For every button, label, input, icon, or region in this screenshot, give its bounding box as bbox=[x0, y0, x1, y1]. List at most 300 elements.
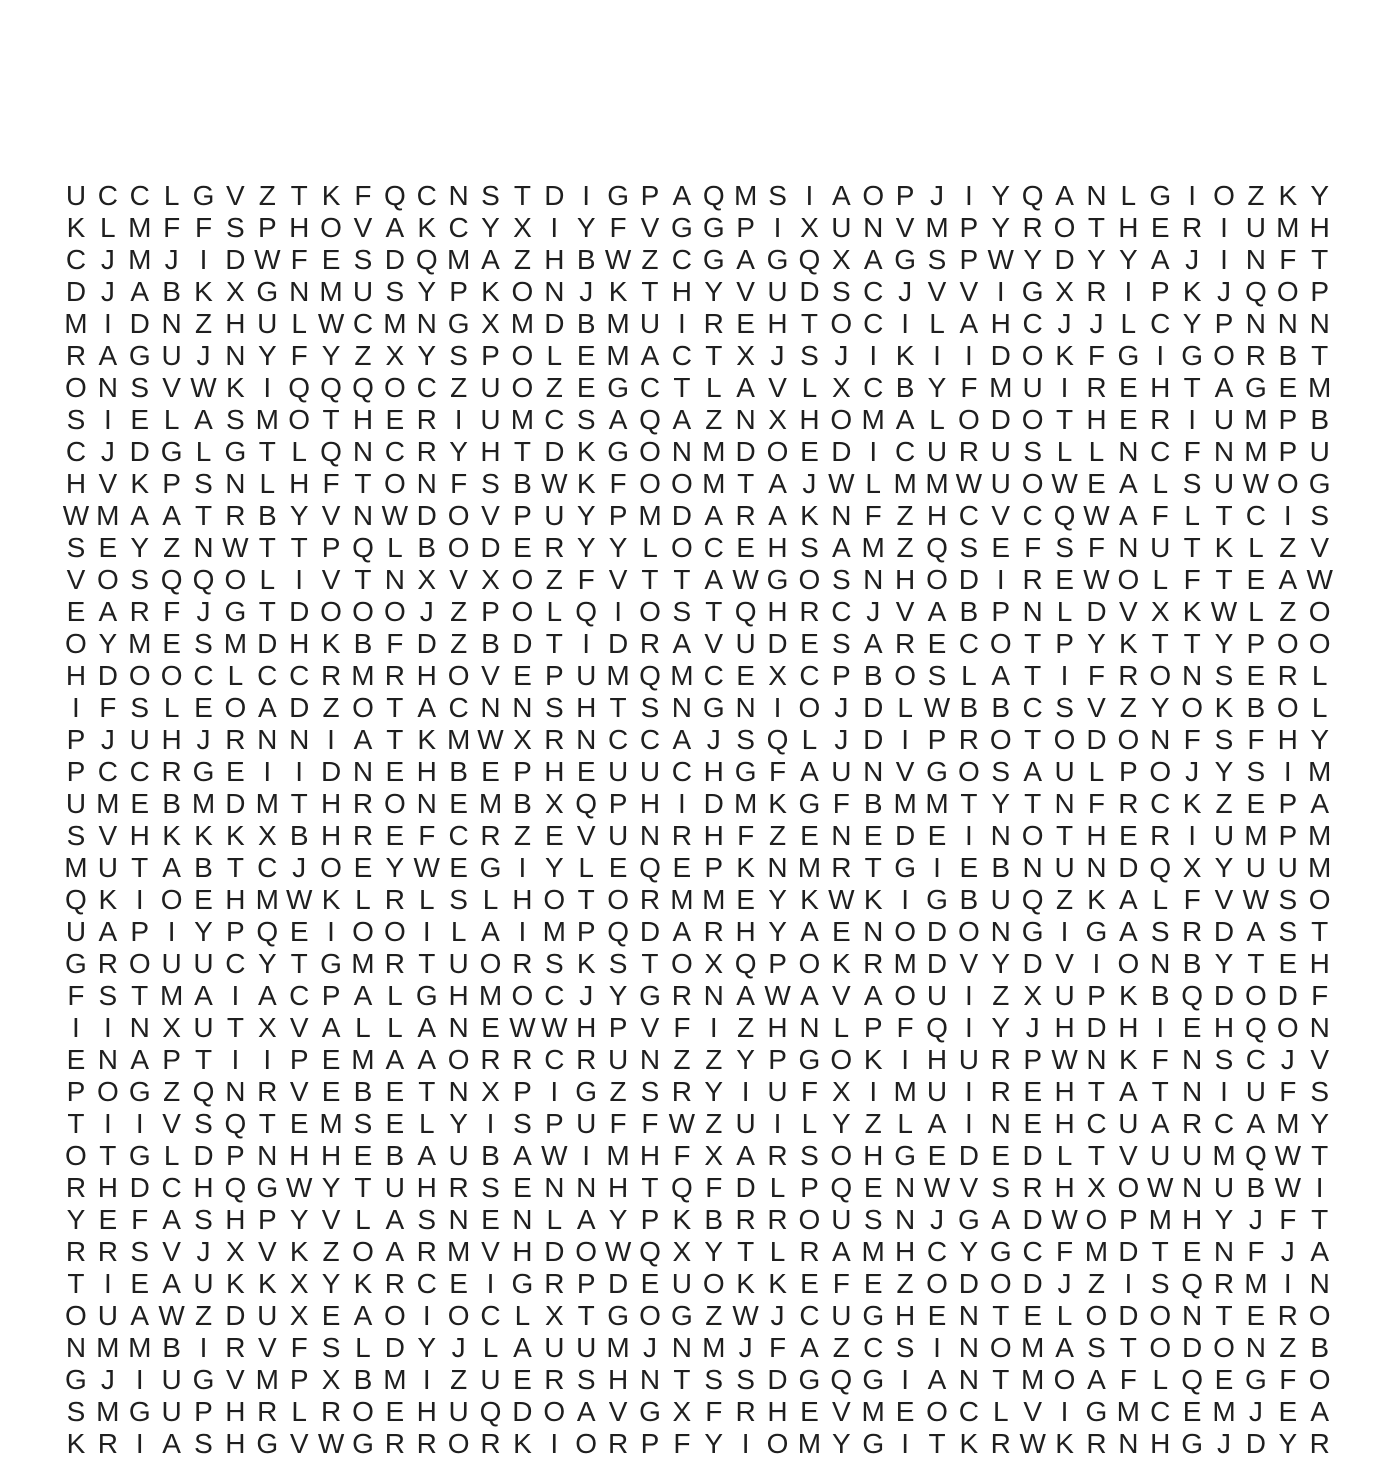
grid-cell[interactable]: A bbox=[385, 1204, 405, 1235]
grid-cell[interactable]: G bbox=[511, 1268, 534, 1299]
grid-cell[interactable]: N bbox=[1086, 1044, 1107, 1075]
grid-cell[interactable]: A bbox=[481, 916, 500, 947]
grid-cell[interactable]: H bbox=[225, 1204, 246, 1235]
grid-cell[interactable]: K bbox=[576, 468, 596, 499]
grid-cell[interactable]: T bbox=[386, 692, 404, 723]
grid-cell[interactable]: O bbox=[989, 1332, 1012, 1363]
grid-cell[interactable]: G bbox=[256, 276, 279, 307]
grid-cell[interactable]: O bbox=[1149, 756, 1172, 787]
grid-cell[interactable]: N bbox=[799, 1012, 820, 1043]
grid-cell[interactable]: O bbox=[511, 564, 534, 595]
grid-cell[interactable]: O bbox=[830, 1044, 853, 1075]
grid-cell[interactable]: G bbox=[639, 1396, 661, 1427]
grid-cell[interactable]: O bbox=[1021, 404, 1044, 435]
grid-cell[interactable]: L bbox=[227, 660, 244, 691]
grid-cell[interactable]: R bbox=[480, 1044, 501, 1075]
grid-cell[interactable]: O bbox=[1053, 724, 1076, 755]
grid-cell[interactable]: Y bbox=[608, 980, 628, 1011]
grid-cell[interactable]: M bbox=[861, 1236, 885, 1267]
grid-cell[interactable]: S bbox=[226, 212, 245, 243]
grid-cell[interactable]: Y bbox=[66, 1204, 86, 1235]
grid-cell[interactable]: R bbox=[1213, 1268, 1235, 1299]
grid-cell[interactable]: X bbox=[513, 724, 532, 755]
grid-cell[interactable]: I bbox=[167, 916, 176, 947]
grid-cell[interactable]: I bbox=[486, 1108, 495, 1139]
grid-cell[interactable]: I bbox=[869, 436, 878, 467]
grid-cell[interactable]: K bbox=[1182, 788, 1202, 819]
grid-cell[interactable]: A bbox=[831, 532, 851, 563]
grid-cell[interactable]: P bbox=[1310, 276, 1330, 307]
grid-cell[interactable]: N bbox=[416, 308, 437, 339]
grid-cell[interactable]: N bbox=[894, 1204, 916, 1235]
grid-cell[interactable]: M bbox=[446, 1236, 471, 1267]
grid-cell[interactable]: G bbox=[128, 1396, 151, 1427]
grid-cell[interactable]: S bbox=[736, 724, 755, 755]
grid-cell[interactable]: A bbox=[991, 660, 1011, 691]
grid-cell[interactable]: A bbox=[130, 500, 150, 531]
grid-cell[interactable]: L bbox=[546, 340, 563, 371]
grid-cell[interactable]: V bbox=[959, 1172, 979, 1203]
grid-cell[interactable]: C bbox=[129, 756, 150, 787]
grid-cell[interactable]: Q bbox=[639, 852, 661, 883]
grid-cell[interactable]: E bbox=[800, 628, 819, 659]
grid-cell[interactable]: G bbox=[766, 244, 789, 275]
grid-cell[interactable]: Y bbox=[481, 212, 500, 243]
grid-cell[interactable]: L bbox=[355, 884, 371, 915]
grid-cell[interactable]: H bbox=[767, 308, 788, 339]
grid-cell[interactable]: R bbox=[512, 948, 533, 979]
grid-cell[interactable]: U bbox=[97, 1300, 118, 1331]
grid-cell[interactable]: A bbox=[672, 404, 692, 435]
grid-cell[interactable]: Z bbox=[513, 244, 531, 275]
grid-cell[interactable]: A bbox=[481, 244, 500, 275]
grid-cell[interactable]: I bbox=[869, 340, 878, 371]
grid-cell[interactable]: L bbox=[1056, 436, 1073, 467]
grid-cell[interactable]: L bbox=[482, 884, 499, 915]
grid-cell[interactable]: D bbox=[129, 1172, 150, 1203]
grid-cell[interactable]: M bbox=[510, 308, 535, 339]
grid-cell[interactable]: S bbox=[385, 276, 405, 307]
grid-cell[interactable]: U bbox=[384, 1172, 405, 1203]
grid-cell[interactable]: M bbox=[191, 788, 216, 819]
grid-cell[interactable]: I bbox=[103, 1108, 112, 1139]
grid-cell[interactable]: T bbox=[67, 1108, 85, 1139]
grid-cell[interactable]: M bbox=[64, 308, 88, 339]
grid-cell[interactable]: W bbox=[317, 1428, 345, 1459]
grid-cell[interactable]: O bbox=[862, 180, 885, 211]
grid-cell[interactable]: I bbox=[996, 276, 1005, 307]
grid-cell[interactable]: J bbox=[929, 180, 944, 211]
grid-cell[interactable]: V bbox=[162, 1236, 181, 1267]
grid-cell[interactable]: I bbox=[741, 1076, 750, 1107]
grid-cell[interactable]: U bbox=[1213, 468, 1235, 499]
grid-cell[interactable]: D bbox=[1054, 244, 1075, 275]
grid-cell[interactable]: P bbox=[736, 212, 755, 243]
grid-cell[interactable]: O bbox=[447, 660, 470, 691]
grid-cell[interactable]: I bbox=[964, 820, 973, 851]
grid-cell[interactable]: K bbox=[863, 1044, 883, 1075]
grid-cell[interactable]: S bbox=[194, 1204, 213, 1235]
grid-cell[interactable]: I bbox=[901, 724, 909, 755]
grid-cell[interactable]: E bbox=[736, 884, 755, 915]
grid-cell[interactable]: A bbox=[98, 916, 118, 947]
grid-cell[interactable]: C bbox=[65, 244, 87, 275]
grid-cell[interactable]: U bbox=[257, 1300, 278, 1331]
grid-cell[interactable]: R bbox=[544, 1268, 565, 1299]
grid-cell[interactable]: B bbox=[289, 820, 309, 851]
grid-cell[interactable]: S bbox=[1055, 532, 1074, 563]
grid-cell[interactable]: H bbox=[289, 212, 310, 243]
grid-cell[interactable]: T bbox=[1087, 1140, 1105, 1171]
grid-cell[interactable]: J bbox=[100, 724, 115, 755]
grid-cell[interactable]: F bbox=[673, 1140, 691, 1171]
grid-cell[interactable]: C bbox=[1022, 308, 1043, 339]
grid-cell[interactable]: B bbox=[194, 852, 213, 883]
grid-cell[interactable]: F bbox=[1247, 724, 1265, 755]
grid-cell[interactable]: H bbox=[129, 820, 150, 851]
grid-cell[interactable]: H bbox=[289, 1140, 310, 1171]
grid-cell[interactable]: T bbox=[1056, 820, 1074, 851]
grid-cell[interactable]: O bbox=[511, 372, 534, 403]
grid-cell[interactable]: N bbox=[576, 724, 597, 755]
grid-cell[interactable]: S bbox=[66, 1396, 86, 1427]
grid-cell[interactable]: P bbox=[513, 1076, 532, 1107]
grid-cell[interactable]: C bbox=[65, 436, 87, 467]
grid-cell[interactable]: M bbox=[1244, 404, 1268, 435]
grid-cell[interactable]: L bbox=[482, 1332, 499, 1363]
grid-cell[interactable]: F bbox=[1151, 500, 1169, 531]
grid-cell[interactable]: S bbox=[66, 820, 86, 851]
grid-cell[interactable]: I bbox=[135, 884, 144, 915]
grid-cell[interactable]: H bbox=[1213, 1012, 1235, 1043]
grid-cell[interactable]: S bbox=[1150, 916, 1170, 947]
grid-cell[interactable]: Z bbox=[450, 1364, 468, 1395]
grid-cell[interactable]: Y bbox=[1214, 948, 1234, 979]
grid-cell[interactable]: I bbox=[422, 1300, 431, 1331]
grid-cell[interactable]: O bbox=[1085, 1204, 1108, 1235]
grid-cell[interactable]: Q bbox=[639, 660, 661, 691]
grid-cell[interactable]: N bbox=[735, 404, 756, 435]
grid-cell[interactable]: B bbox=[863, 660, 883, 691]
grid-cell[interactable]: Y bbox=[1214, 756, 1234, 787]
grid-cell[interactable]: M bbox=[96, 788, 120, 819]
grid-cell[interactable]: Q bbox=[1181, 1268, 1203, 1299]
grid-cell[interactable]: Y bbox=[194, 916, 213, 947]
grid-cell[interactable]: D bbox=[384, 1332, 405, 1363]
grid-cell[interactable]: O bbox=[160, 884, 183, 915]
grid-cell[interactable]: E bbox=[385, 404, 405, 435]
grid-cell[interactable]: V bbox=[449, 564, 468, 595]
grid-cell[interactable]: I bbox=[964, 340, 973, 371]
grid-cell[interactable]: M bbox=[797, 1428, 822, 1459]
grid-cell[interactable]: G bbox=[65, 1364, 87, 1395]
grid-cell[interactable]: A bbox=[162, 1204, 181, 1235]
grid-cell[interactable]: I bbox=[135, 1364, 144, 1395]
grid-cell[interactable]: Y bbox=[321, 1268, 341, 1299]
grid-cell[interactable]: K bbox=[66, 212, 86, 243]
grid-cell[interactable]: M bbox=[223, 628, 248, 659]
grid-cell[interactable]: R bbox=[671, 820, 692, 851]
grid-cell[interactable]: E bbox=[481, 756, 500, 787]
grid-cell[interactable]: S bbox=[417, 1204, 437, 1235]
grid-cell[interactable]: M bbox=[255, 1364, 279, 1395]
grid-cell[interactable]: J bbox=[802, 468, 817, 499]
grid-cell[interactable]: Y bbox=[289, 1204, 309, 1235]
grid-cell[interactable]: Q bbox=[1245, 1012, 1267, 1043]
grid-cell[interactable]: Y bbox=[768, 884, 787, 915]
grid-cell[interactable]: J bbox=[1185, 756, 1200, 787]
grid-cell[interactable]: B bbox=[449, 756, 468, 787]
grid-cell[interactable]: F bbox=[864, 500, 882, 531]
grid-cell[interactable]: C bbox=[257, 660, 278, 691]
grid-cell[interactable]: N bbox=[1182, 1172, 1203, 1203]
grid-cell[interactable]: E bbox=[959, 852, 979, 883]
grid-cell[interactable]: I bbox=[964, 1076, 973, 1107]
grid-cell[interactable]: H bbox=[767, 1012, 788, 1043]
grid-cell[interactable]: E bbox=[449, 852, 468, 883]
grid-cell[interactable]: U bbox=[1182, 1140, 1203, 1171]
grid-cell[interactable]: C bbox=[97, 180, 118, 211]
grid-cell[interactable]: M bbox=[128, 212, 152, 243]
grid-cell[interactable]: L bbox=[100, 212, 116, 243]
grid-cell[interactable]: A bbox=[417, 692, 437, 723]
grid-cell[interactable]: Q bbox=[766, 724, 789, 755]
grid-cell[interactable]: R bbox=[1022, 212, 1043, 243]
grid-cell[interactable]: S bbox=[576, 404, 596, 435]
grid-cell[interactable]: I bbox=[614, 596, 622, 627]
grid-cell[interactable]: L bbox=[163, 404, 180, 435]
grid-cell[interactable]: W bbox=[541, 1140, 568, 1171]
grid-cell[interactable]: X bbox=[289, 1300, 309, 1331]
grid-cell[interactable]: H bbox=[671, 276, 692, 307]
grid-cell[interactable]: A bbox=[417, 1140, 437, 1171]
grid-cell[interactable]: G bbox=[1085, 916, 1108, 947]
grid-cell[interactable]: A bbox=[704, 500, 724, 531]
grid-cell[interactable]: M bbox=[1212, 1140, 1236, 1171]
grid-cell[interactable]: R bbox=[97, 1428, 118, 1459]
grid-cell[interactable]: P bbox=[1023, 1044, 1042, 1075]
grid-cell[interactable]: X bbox=[544, 1300, 564, 1331]
grid-cell[interactable]: O bbox=[128, 948, 151, 979]
grid-cell[interactable]: A bbox=[1118, 884, 1138, 915]
grid-cell[interactable]: I bbox=[422, 916, 431, 947]
grid-cell[interactable]: J bbox=[929, 1204, 944, 1235]
grid-cell[interactable]: I bbox=[486, 1268, 495, 1299]
grid-cell[interactable]: N bbox=[257, 1140, 278, 1171]
grid-cell[interactable]: W bbox=[1083, 564, 1110, 595]
grid-cell[interactable]: V bbox=[481, 660, 500, 691]
grid-cell[interactable]: O bbox=[511, 596, 534, 627]
grid-cell[interactable]: X bbox=[481, 564, 500, 595]
grid-cell[interactable]: G bbox=[1117, 340, 1140, 371]
grid-cell[interactable]: V bbox=[321, 1204, 341, 1235]
grid-cell[interactable]: W bbox=[1242, 884, 1270, 915]
grid-cell[interactable]: H bbox=[1182, 1204, 1203, 1235]
grid-cell[interactable]: F bbox=[386, 628, 404, 659]
grid-cell[interactable]: P bbox=[704, 852, 724, 883]
grid-cell[interactable]: O bbox=[320, 212, 342, 243]
grid-cell[interactable]: L bbox=[291, 308, 307, 339]
grid-cell[interactable]: E bbox=[736, 532, 755, 563]
grid-cell[interactable]: E bbox=[1246, 660, 1266, 691]
grid-cell[interactable]: F bbox=[1311, 980, 1329, 1011]
grid-cell[interactable]: V bbox=[226, 180, 245, 211]
grid-cell[interactable]: F bbox=[290, 244, 308, 275]
grid-cell[interactable]: A bbox=[385, 1236, 405, 1267]
grid-cell[interactable]: U bbox=[639, 308, 661, 339]
grid-cell[interactable]: X bbox=[321, 1364, 341, 1395]
grid-cell[interactable]: P bbox=[640, 1204, 660, 1235]
grid-cell[interactable]: C bbox=[863, 1332, 884, 1363]
grid-cell[interactable]: I bbox=[454, 404, 463, 435]
grid-cell[interactable]: T bbox=[737, 1236, 755, 1267]
grid-cell[interactable]: K bbox=[608, 276, 628, 307]
grid-cell[interactable]: V bbox=[576, 820, 596, 851]
grid-cell[interactable]: R bbox=[703, 308, 724, 339]
grid-cell[interactable]: J bbox=[196, 340, 211, 371]
grid-cell[interactable]: A bbox=[353, 980, 373, 1011]
grid-cell[interactable]: H bbox=[289, 468, 310, 499]
grid-cell[interactable]: F bbox=[290, 1332, 308, 1363]
grid-cell[interactable]: M bbox=[255, 404, 279, 435]
grid-cell[interactable]: V bbox=[1310, 1044, 1330, 1075]
grid-cell[interactable]: I bbox=[103, 1012, 112, 1043]
grid-cell[interactable]: Z bbox=[705, 404, 723, 435]
grid-cell[interactable]: F bbox=[768, 1332, 787, 1363]
grid-cell[interactable]: T bbox=[290, 788, 308, 819]
grid-cell[interactable]: I bbox=[1283, 1268, 1292, 1299]
grid-cell[interactable]: E bbox=[289, 1108, 309, 1139]
grid-cell[interactable]: T bbox=[1215, 564, 1233, 595]
grid-cell[interactable]: I bbox=[582, 1140, 591, 1171]
grid-cell[interactable]: V bbox=[831, 980, 851, 1011]
grid-cell[interactable]: T bbox=[577, 884, 595, 915]
grid-cell[interactable]: K bbox=[417, 724, 437, 755]
grid-cell[interactable]: A bbox=[130, 1300, 150, 1331]
grid-cell[interactable]: P bbox=[831, 660, 851, 691]
grid-cell[interactable]: S bbox=[768, 180, 787, 211]
grid-cell[interactable]: U bbox=[1245, 1076, 1267, 1107]
grid-cell[interactable]: L bbox=[897, 692, 913, 723]
grid-cell[interactable]: E bbox=[162, 628, 181, 659]
grid-cell[interactable]: G bbox=[862, 1364, 885, 1395]
grid-cell[interactable]: Q bbox=[798, 244, 821, 275]
grid-cell[interactable]: P bbox=[66, 724, 86, 755]
grid-cell[interactable]: Y bbox=[1150, 692, 1170, 723]
grid-cell[interactable]: Z bbox=[545, 564, 563, 595]
grid-cell[interactable]: D bbox=[863, 692, 884, 723]
grid-cell[interactable]: O bbox=[766, 1428, 789, 1459]
grid-cell[interactable]: H bbox=[1118, 1012, 1139, 1043]
grid-cell[interactable]: I bbox=[1220, 212, 1228, 243]
grid-cell[interactable]: N bbox=[1118, 532, 1139, 563]
grid-cell[interactable]: A bbox=[1023, 756, 1042, 787]
grid-cell[interactable]: Q bbox=[352, 532, 374, 563]
grid-cell[interactable]: P bbox=[768, 948, 787, 979]
grid-cell[interactable]: N bbox=[1213, 1236, 1235, 1267]
grid-cell[interactable]: D bbox=[831, 436, 852, 467]
grid-cell[interactable]: A bbox=[353, 1300, 373, 1331]
grid-cell[interactable]: M bbox=[1308, 756, 1332, 787]
grid-cell[interactable]: Q bbox=[383, 180, 406, 211]
grid-cell[interactable]: M bbox=[702, 1332, 726, 1363]
grid-cell[interactable]: H bbox=[767, 1396, 788, 1427]
grid-cell[interactable]: K bbox=[226, 1268, 245, 1299]
grid-cell[interactable]: P bbox=[66, 1076, 86, 1107]
grid-cell[interactable]: O bbox=[926, 1396, 948, 1427]
grid-cell[interactable]: K bbox=[98, 884, 118, 915]
grid-cell[interactable]: Z bbox=[673, 1044, 691, 1075]
grid-cell[interactable]: K bbox=[736, 852, 755, 883]
grid-cell[interactable]: E bbox=[895, 1396, 915, 1427]
grid-cell[interactable]: A bbox=[736, 244, 755, 275]
grid-cell[interactable]: S bbox=[1023, 436, 1042, 467]
grid-cell[interactable]: L bbox=[546, 1204, 563, 1235]
grid-cell[interactable]: O bbox=[1213, 340, 1235, 371]
grid-cell[interactable]: X bbox=[704, 1140, 724, 1171]
grid-cell[interactable]: K bbox=[417, 212, 437, 243]
grid-cell[interactable]: W bbox=[828, 884, 855, 915]
grid-cell[interactable]: G bbox=[128, 1076, 151, 1107]
grid-cell[interactable]: X bbox=[672, 1396, 692, 1427]
grid-cell[interactable]: O bbox=[957, 916, 980, 947]
grid-cell[interactable]: P bbox=[130, 916, 150, 947]
grid-cell[interactable]: O bbox=[670, 948, 693, 979]
grid-cell[interactable]: J bbox=[898, 276, 913, 307]
grid-cell[interactable]: E bbox=[194, 884, 213, 915]
grid-cell[interactable]: J bbox=[196, 596, 211, 627]
grid-cell[interactable]: M bbox=[893, 788, 917, 819]
grid-cell[interactable]: D bbox=[1086, 1012, 1107, 1043]
grid-cell[interactable]: U bbox=[767, 1076, 788, 1107]
grid-cell[interactable]: E bbox=[800, 1396, 819, 1427]
grid-cell[interactable]: G bbox=[415, 980, 438, 1011]
grid-cell[interactable]: H bbox=[639, 1140, 661, 1171]
grid-cell[interactable]: Z bbox=[163, 532, 181, 563]
grid-cell[interactable]: O bbox=[894, 980, 916, 1011]
grid-cell[interactable]: J bbox=[196, 1236, 211, 1267]
grid-cell[interactable]: J bbox=[834, 692, 849, 723]
grid-cell[interactable]: W bbox=[1242, 468, 1270, 499]
grid-cell[interactable]: K bbox=[130, 468, 150, 499]
grid-cell[interactable]: C bbox=[1022, 692, 1043, 723]
grid-cell[interactable]: V bbox=[257, 1332, 277, 1363]
grid-cell[interactable]: N bbox=[1086, 180, 1107, 211]
grid-cell[interactable]: V bbox=[927, 276, 947, 307]
grid-cell[interactable]: H bbox=[1054, 1076, 1075, 1107]
grid-cell[interactable]: H bbox=[1150, 372, 1171, 403]
grid-cell[interactable]: O bbox=[894, 916, 916, 947]
grid-cell[interactable]: U bbox=[65, 916, 87, 947]
grid-cell[interactable]: B bbox=[959, 884, 979, 915]
grid-cell[interactable]: P bbox=[1278, 788, 1298, 819]
grid-cell[interactable]: H bbox=[1150, 1428, 1171, 1459]
grid-cell[interactable]: D bbox=[289, 596, 310, 627]
grid-cell[interactable]: A bbox=[1310, 1396, 1330, 1427]
grid-cell[interactable]: D bbox=[735, 1172, 756, 1203]
grid-cell[interactable]: M bbox=[670, 884, 694, 915]
grid-cell[interactable]: M bbox=[1308, 820, 1332, 851]
grid-cell[interactable]: S bbox=[1055, 692, 1074, 723]
grid-cell[interactable]: G bbox=[766, 564, 789, 595]
grid-cell[interactable]: Y bbox=[1214, 1204, 1234, 1235]
grid-cell[interactable]: U bbox=[1213, 820, 1235, 851]
grid-cell[interactable]: L bbox=[929, 308, 945, 339]
grid-cell[interactable]: T bbox=[1247, 948, 1265, 979]
grid-cell[interactable]: U bbox=[576, 1108, 597, 1139]
grid-cell[interactable]: E bbox=[991, 532, 1011, 563]
grid-cell[interactable]: C bbox=[448, 212, 469, 243]
